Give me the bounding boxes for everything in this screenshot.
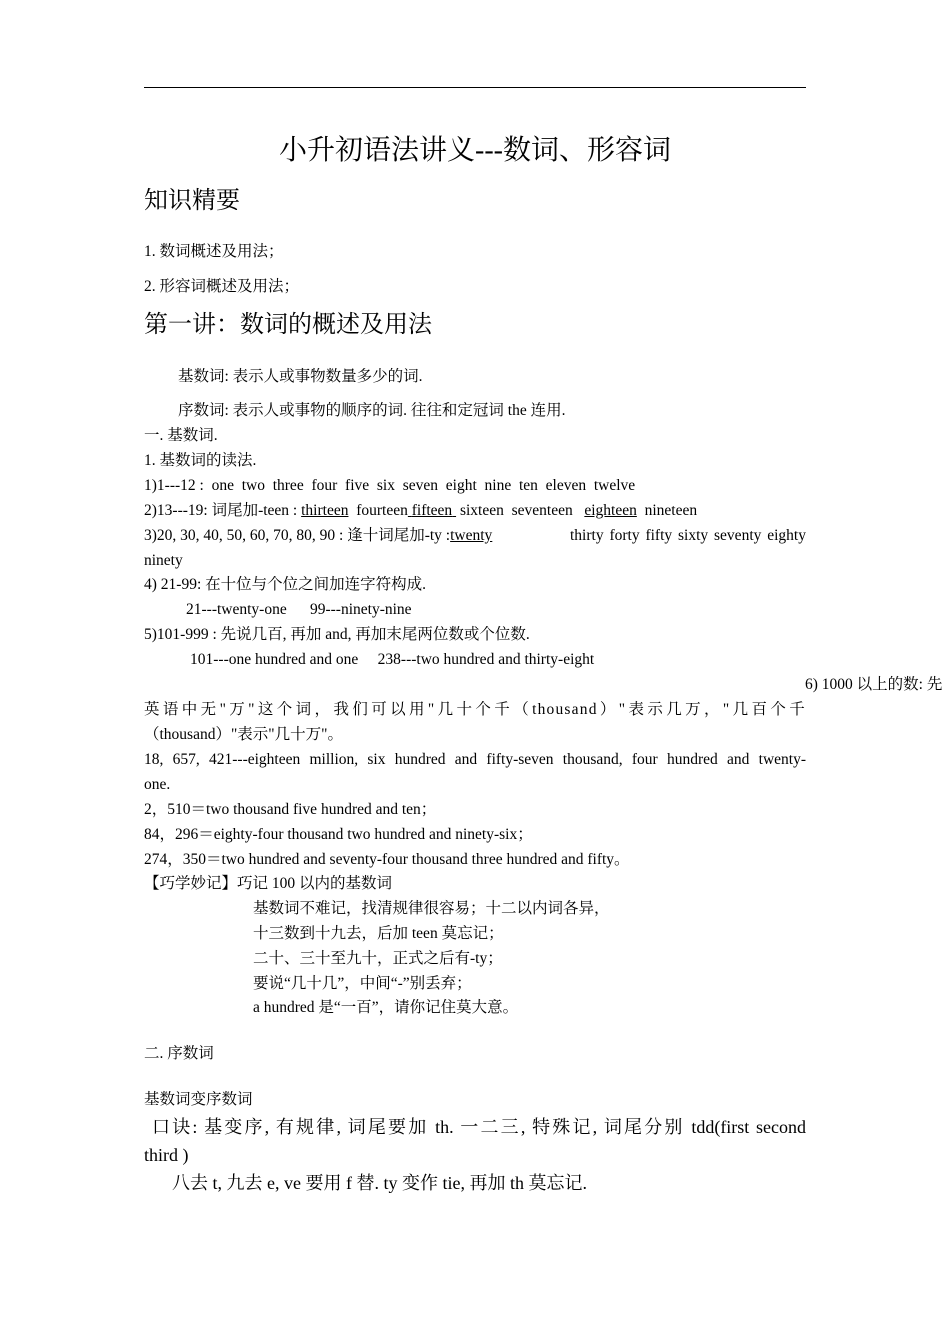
rhyme-line: 八去 t, 九去 e, ve 要用 f 替. ty 变作 tie, 再加 th 莫忘记. bbox=[172, 1173, 587, 1193]
rule-5-example: 101---one hundred and one 238---two hundred and thirty-eight bbox=[190, 651, 595, 668]
rule-2 bbox=[144, 501, 697, 521]
word: eleven bbox=[545, 477, 587, 494]
example-large-number: 18, 657, 421---eighteen million, six hundred and fifty-seven thousand, four hundred and twenty- bbox=[144, 751, 806, 768]
word: eighteen bbox=[584, 502, 637, 519]
rule-6-note-cont: （thousand）"表示"几十万"。 bbox=[144, 726, 343, 743]
rule-label: 2)13---19: 词尾加-teen : bbox=[144, 502, 298, 519]
word: four bbox=[311, 477, 338, 494]
word: three bbox=[272, 477, 304, 494]
rule-6-note: 英语中无"万"这个词，我们可以用"几十个千（thousand）"表示几万，"几百个千 bbox=[144, 701, 806, 718]
tip-line: 要说“几十几”，中间“-”别丢弃； bbox=[253, 975, 472, 992]
word: ten bbox=[518, 477, 538, 494]
list-item: 2. 形容词概述及用法； bbox=[144, 278, 300, 295]
word: one bbox=[211, 477, 234, 494]
example: 274，350＝two hundred and seventy-four thousand three hundred and fifty。 bbox=[144, 851, 630, 868]
word: two bbox=[241, 477, 265, 494]
rule-3-continued: ninety bbox=[144, 552, 183, 569]
word: seven bbox=[402, 477, 439, 494]
header-rule bbox=[144, 87, 806, 88]
rhyme-line-cont: third ) bbox=[144, 1145, 189, 1165]
part-heading: 二. 序数词 bbox=[144, 1045, 214, 1062]
tip-line: 二十、三十至九十，正式之后有-ty； bbox=[253, 950, 503, 967]
word: twenty bbox=[450, 527, 493, 544]
word: eight bbox=[445, 477, 477, 494]
subheading: 基数词变序数词 bbox=[144, 1091, 253, 1108]
tip-title: 【巧学妙记】巧记 100 以内的基数词 bbox=[144, 875, 393, 892]
tip-line: 十三数到十九去，后加 teen 莫忘记； bbox=[253, 925, 504, 942]
rule-label: 3)20, 30, 40, 50, 60, 70, 80, 90 : 逢十词尾加-ty : bbox=[144, 527, 451, 544]
tip-line: a hundred 是“一百”，请你记住莫大意。 bbox=[253, 999, 519, 1016]
word: seventeen bbox=[511, 502, 573, 519]
part-heading: 一. 基数词. bbox=[144, 427, 218, 444]
example-large-number-cont: one. bbox=[144, 776, 171, 793]
rule-label: 1)1---12 : bbox=[144, 477, 204, 494]
word: five bbox=[345, 477, 370, 494]
word-list: thirty forty fifty sixty seventy eighty bbox=[569, 527, 806, 544]
word: thirteen bbox=[301, 502, 349, 519]
lecture-heading: 第一讲：数词的概述及用法 bbox=[144, 312, 432, 338]
rhyme-line: 口诀: 基变序, 有规律, 词尾要加 th. 一二三, 特殊记, 词尾分别 tdd(first second bbox=[152, 1117, 806, 1137]
tip-line: 基数词不难记，找清规律很容易；十二以内词各异， bbox=[253, 900, 610, 917]
word: nineteen bbox=[644, 502, 698, 519]
word: fourteen bbox=[356, 502, 408, 519]
rule-4: 4) 21-99: 在十位与个位之间加连字符构成. bbox=[144, 576, 427, 593]
section-heading: 知识精要 bbox=[144, 188, 240, 214]
rule-5: 5)101-999 : 先说几百, 再加 and, 再加末尾两位数或个位数. bbox=[144, 626, 530, 643]
rule-4-example: 21---twenty-one 99---ninety-nine bbox=[186, 601, 412, 618]
word: six bbox=[376, 477, 395, 494]
page-title: 小升初语法讲义---数词、形容词 bbox=[279, 135, 671, 166]
example: 2，510＝two thousand five hundred and ten； bbox=[144, 801, 437, 818]
word: twelve bbox=[593, 477, 636, 494]
rule-6: 6) 1000 以上的数: 先 bbox=[805, 676, 943, 693]
subheading: 1. 基数词的读法. bbox=[144, 452, 257, 469]
list-item: 1. 数词概述及用法； bbox=[144, 243, 284, 260]
word: fifteen bbox=[411, 502, 453, 519]
definition-cardinal: 基数词: 表示人或事物数量多少的词. bbox=[178, 368, 423, 385]
rule-1 bbox=[144, 476, 635, 496]
definition-ordinal: 序数词: 表示人或事物的顺序的词. 往往和定冠词 the 连用. bbox=[178, 402, 566, 419]
rule-3 bbox=[144, 526, 806, 546]
example: 84，296＝eighty-four thousand two hundred and ninety-six； bbox=[144, 826, 533, 843]
word: sixteen bbox=[459, 502, 504, 519]
word: nine bbox=[484, 477, 512, 494]
